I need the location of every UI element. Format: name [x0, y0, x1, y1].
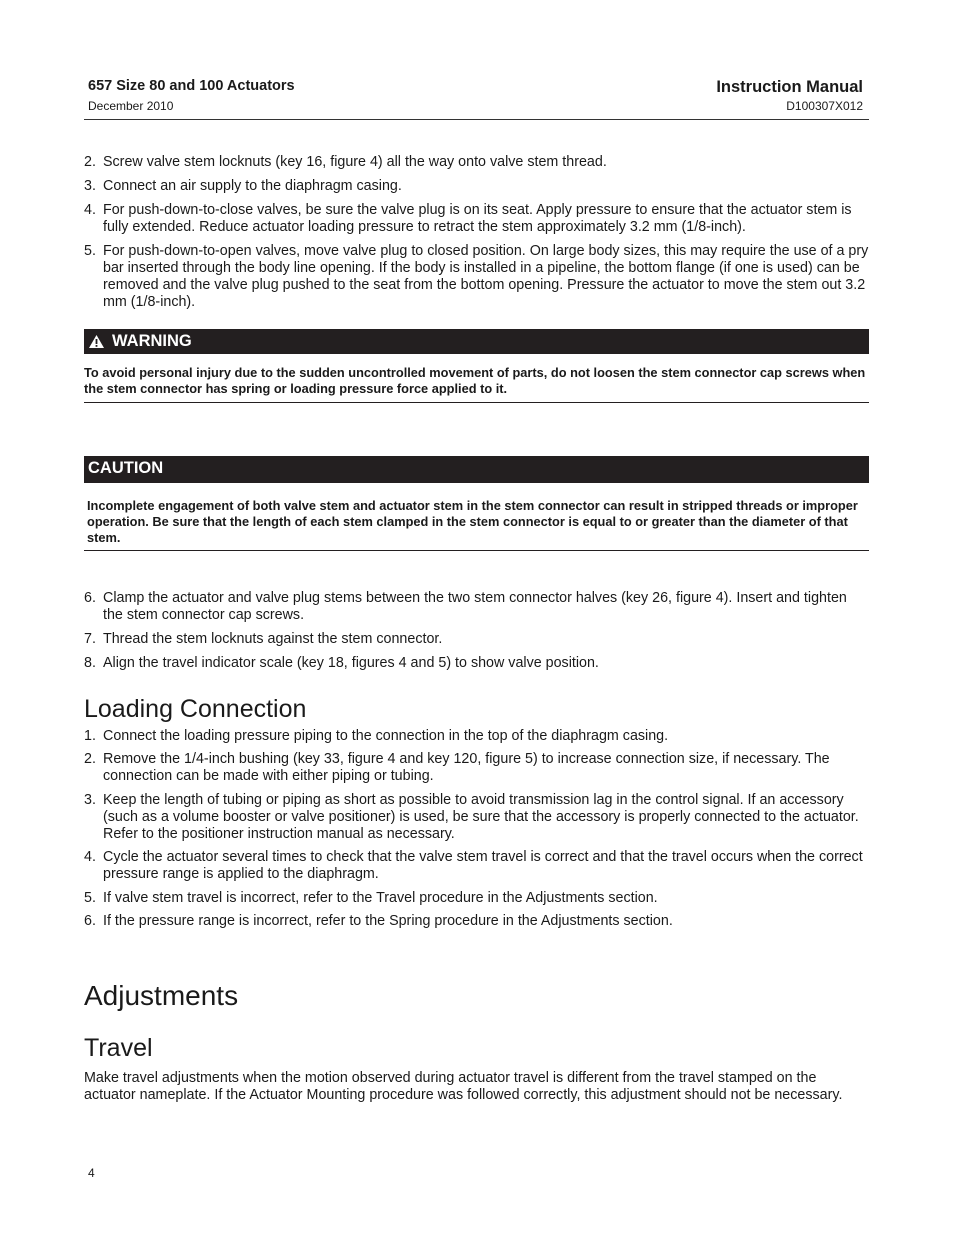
step-number: 5.	[84, 243, 96, 259]
step-number: 3.	[84, 178, 96, 194]
list-item	[84, 631, 869, 648]
document-number: D100307X012	[786, 99, 863, 113]
list-item	[84, 913, 869, 930]
step-number: 6.	[84, 590, 96, 606]
list-item	[84, 178, 869, 195]
caution-divider	[84, 550, 869, 551]
step-text: If the pressure range is incorrect, refer to the Spring procedure in the Adjustments section.	[103, 913, 673, 929]
warning-text: To avoid personal injury due to the sudden uncontrolled movement of parts, do not loosen the stem connector cap screws when the stem connector has spring or loading pressure force applied to it.	[84, 365, 866, 396]
step-text: Thread the stem locknuts against the stem connector.	[103, 631, 443, 647]
warning-label: WARNING	[112, 332, 192, 350]
section-heading-adjustments: Adjustments	[84, 980, 239, 1011]
step-text: For push-down-to-close valves, be sure the valve plug is on its seat. Apply pressure to ensure that the actuator stem is fully extended. Reduce actuator loading pressure to retract the stem approximately 3.2 mm (1/8-inch).	[103, 202, 852, 235]
caution-label: CAUTION	[88, 459, 164, 477]
step-number: 2.	[84, 154, 96, 170]
list-item	[84, 849, 869, 883]
list-item	[84, 728, 869, 745]
page-number: 4	[88, 1166, 95, 1180]
travel-paragraph: Make travel adjustments when the motion observed during actuator travel is different from the travel stamped on the actuator nameplate. If the Actuator Mounting procedure was followed correctly, this adjustment should not be necessary.	[84, 1070, 843, 1103]
caution-text: Incomplete engagement of both valve stem and actuator stem in the stem connector can result in stripped threads or improper operation. Be sure that the length of each stem clamped in the stem connector is equal to or greater than the diameter of that stem.	[87, 498, 858, 545]
list-item	[84, 202, 869, 236]
list-item	[84, 243, 869, 311]
step-text: Align the travel indicator scale (key 18, figures 4 and 5) to show valve position.	[103, 655, 599, 671]
step-list-part1	[84, 154, 869, 311]
step-number: 6.	[84, 913, 96, 929]
step-number: 1.	[84, 728, 96, 744]
list-item	[84, 655, 869, 672]
step-text: Remove the 1/4-inch bushing (key 33, figure 4 and key 120, figure 5) to increase connection size, if necessary. The connection can be made with either piping or tubing.	[103, 751, 830, 784]
subsection-heading-travel: Travel	[84, 1034, 153, 1062]
step-text: Screw valve stem locknuts (key 16, figure 4) all the way onto valve stem thread.	[103, 154, 607, 170]
step-number: 2.	[84, 751, 96, 767]
step-text: If valve stem travel is incorrect, refer to the Travel procedure in the Adjustments section.	[103, 890, 658, 906]
step-number: 4.	[84, 202, 96, 218]
manual-label: Instruction Manual	[716, 78, 863, 96]
list-item	[84, 590, 869, 624]
step-text: Connect the loading pressure piping to the connection in the top of the diaphragm casing.	[103, 728, 669, 744]
page-header	[84, 78, 869, 120]
step-text: Connect an air supply to the diaphragm casing.	[103, 178, 402, 194]
warning-divider	[84, 402, 869, 403]
step-number: 3.	[84, 792, 96, 808]
step-text: Keep the length of tubing or piping as short as possible to avoid transmission lag in the control signal. If an accessory (such as a volume booster or valve positioner) is used, be sure that the accessory is properly connected to the actuator. Refer to the positioner instruction manual as necessary.	[103, 792, 859, 842]
list-item	[84, 890, 869, 907]
list-item	[84, 154, 869, 171]
section-heading-loading-connection: Loading Connection	[84, 695, 307, 723]
list-item	[84, 751, 869, 785]
step-number: 4.	[84, 849, 96, 865]
warning-triangle-icon	[88, 334, 105, 354]
step-number: 8.	[84, 655, 96, 671]
loading-connection-steps	[84, 728, 869, 930]
step-list-part2	[84, 590, 869, 672]
step-number: 7.	[84, 631, 96, 647]
step-text: Clamp the actuator and valve plug stems between the two stem connector halves (key 26, figure 4). Insert and tighten the stem connector cap screws.	[103, 590, 847, 623]
caution-bar	[84, 456, 869, 483]
list-item	[84, 792, 869, 843]
document-title: 657 Size 80 and 100 Actuators	[88, 78, 295, 94]
step-number: 5.	[84, 890, 96, 906]
warning-bar	[84, 329, 869, 354]
document-date: December 2010	[88, 99, 174, 113]
step-text: For push-down-to-open valves, move valve plug to closed position. On large body sizes, this may require the use of a pry bar inserted through the body line opening. If the body is installed in a pipeline, the bottom flange (if one is used) can be removed and the valve plug pushed to the seat from the bottom opening. Pressure the actuator to move the stem out 3.2 mm (1/8-inch).	[103, 243, 869, 310]
step-text: Cycle the actuator several times to check that the valve stem travel is correct and that the travel occurs when the correct pressure range is applied to the diaphragm.	[103, 849, 863, 882]
